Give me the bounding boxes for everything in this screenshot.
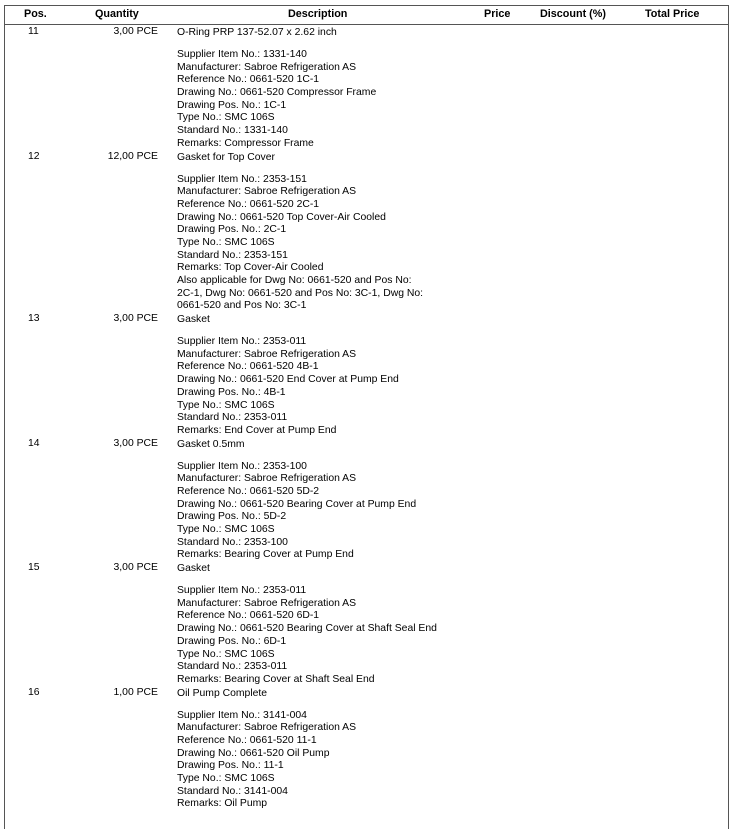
item-detail-line: Also applicable for Dwg No: 0661-520 and Pos No: (177, 275, 412, 286)
item-detail-line: Remarks: Top Cover-Air Cooled (177, 262, 324, 274)
spacer (177, 166, 728, 174)
item-detail-line: Drawing No.: 0661-520 Compressor Frame (177, 87, 377, 99)
item-detail-line: Reference No.: 0661-520 5D-2 (177, 485, 320, 497)
item-detail-line: Supplier Item No.: 2353-100 (177, 460, 307, 472)
item-detail-line: Reference No.: 0661-520 4B-1 (177, 361, 319, 373)
spacer (177, 453, 728, 461)
item-detail-line: Standard No.: 2353-100 (177, 536, 288, 548)
item-detail-line: Supplier Item No.: 3141-004 (177, 709, 307, 721)
item-detail-line: Drawing Pos. No.: 4B-1 (177, 386, 286, 398)
item-detail-line: Standard No.: 2353-151 (177, 249, 288, 261)
item-description (177, 687, 728, 812)
table-row (5, 687, 728, 812)
item-detail-line: Remarks: Compressor Frame (177, 137, 314, 149)
item-detail-line: Manufacturer: Sabroe Refrigeration AS (177, 722, 357, 734)
item-quantity: 3,00 PCE (113, 26, 158, 37)
item-pos: 15 (28, 562, 40, 574)
item-detail-line: Drawing Pos. No.: 2C-1 (177, 224, 287, 236)
item-detail-line: Type No.: SMC 106S (177, 112, 275, 124)
item-detail-line: Standard No.: 2353-011 (177, 412, 288, 424)
table-row (5, 562, 728, 687)
item-detail-line: Reference No.: 0661-520 11-1 (177, 734, 317, 746)
item-detail-line: Drawing Pos. No.: 5D-2 (177, 511, 287, 523)
item-description (177, 151, 728, 314)
item-pos: 13 (28, 313, 40, 325)
item-pos: 12 (28, 150, 40, 162)
item-detail-line: Reference No.: 0661-520 6D-1 (177, 610, 320, 622)
spacer (177, 577, 728, 585)
table-body (5, 26, 728, 811)
item-title: Gasket 0.5mm (177, 438, 245, 450)
item-detail-line: Drawing Pos. No.: 6D-1 (177, 635, 287, 647)
item-description (177, 26, 728, 151)
item-detail-line: Drawing No.: 0661-520 Oil Pump (177, 747, 330, 759)
item-detail-line: Remarks: Oil Pump (177, 798, 268, 810)
item-detail-line: Remarks: Bearing Cover at Pump End (177, 549, 354, 561)
table-row (5, 151, 728, 314)
spacer (177, 41, 728, 49)
item-detail-line: Manufacturer: Sabroe Refrigeration AS (177, 61, 357, 73)
table-row (5, 26, 728, 151)
item-quantity: 3,00 PCE (113, 562, 158, 574)
item-detail-line: Manufacturer: Sabroe Refrigeration AS (177, 597, 357, 609)
header-discount: Discount (%) (540, 8, 606, 20)
item-detail-line: Type No.: SMC 106S (177, 648, 275, 660)
item-pos: 16 (28, 686, 40, 698)
spacer (177, 702, 728, 710)
item-description (177, 438, 728, 563)
item-detail-line: Drawing No.: 0661-520 Bearing Cover at Pump End (177, 498, 417, 510)
item-detail-line: 2C-1, Dwg No: 0661-520 and Pos No: 3C-1, Dwg No: (177, 287, 424, 299)
spacer (177, 328, 728, 336)
header-quantity: Quantity (95, 8, 139, 20)
item-title: Gasket for Top Cover (177, 151, 275, 163)
item-detail-line: 0661-520 and Pos No: 3C-1 (177, 300, 307, 312)
item-pos: 11 (28, 26, 39, 37)
item-title: O-Ring PRP 137-52.07 x 2.62 inch (177, 27, 337, 38)
item-detail-line: Drawing No.: 0661-520 End Cover at Pump End (177, 374, 399, 386)
header-description: Description (288, 8, 348, 20)
header-pos: Pos. (24, 8, 47, 20)
item-pos: 14 (28, 437, 40, 449)
table-header (5, 6, 728, 25)
order-lines-table (4, 5, 729, 829)
item-detail-line: Supplier Item No.: 2353-011 (177, 336, 307, 348)
item-detail-line: Manufacturer: Sabroe Refrigeration AS (177, 473, 357, 485)
item-quantity: 3,00 PCE (113, 313, 158, 325)
item-detail-line: Reference No.: 0661-520 1C-1 (177, 74, 320, 86)
header-total-price: Total Price (645, 8, 700, 20)
item-title: Gasket (177, 563, 210, 575)
item-detail-line: Supplier Item No.: 2353-151 (177, 173, 307, 185)
item-detail-line: Standard No.: 1331-140 (177, 125, 288, 137)
item-detail-line: Drawing No.: 0661-520 Top Cover-Air Cooled (177, 211, 386, 223)
table-row (5, 438, 728, 563)
item-detail-line: Drawing Pos. No.: 11-1 (177, 760, 284, 772)
item-title: Gasket (177, 314, 210, 326)
item-detail-line: Supplier Item No.: 2353-011 (177, 585, 307, 597)
item-detail-line: Remarks: Bearing Cover at Shaft Seal End (177, 673, 375, 685)
header-price: Price (484, 8, 511, 20)
item-description (177, 562, 728, 687)
item-detail-line: Type No.: SMC 106S (177, 773, 275, 784)
item-detail-line: Remarks: End Cover at Pump End (177, 424, 337, 436)
item-description (177, 313, 728, 438)
item-detail-line: Reference No.: 0661-520 2C-1 (177, 198, 320, 210)
table-row (5, 313, 728, 438)
item-quantity: 1,00 PCE (113, 686, 158, 698)
item-detail-line: Manufacturer: Sabroe Refrigeration AS (177, 348, 357, 360)
item-detail-line: Drawing No.: 0661-520 Bearing Cover at Shaft Seal End (177, 623, 437, 635)
item-detail-line: Type No.: SMC 106S (177, 524, 275, 535)
item-detail-line: Drawing Pos. No.: 1C-1 (177, 99, 287, 111)
item-quantity: 12,00 PCE (107, 150, 158, 162)
item-detail-line: Supplier Item No.: 1331-140 (177, 49, 307, 60)
item-quantity: 3,00 PCE (113, 437, 158, 449)
item-detail-line: Type No.: SMC 106S (177, 399, 275, 411)
item-detail-line: Type No.: SMC 106S (177, 236, 275, 248)
item-detail-line: Manufacturer: Sabroe Refrigeration AS (177, 186, 357, 198)
item-detail-line: Standard No.: 2353-011 (177, 661, 288, 673)
item-detail-line: Standard No.: 3141-004 (177, 785, 288, 797)
item-title: Oil Pump Complete (177, 687, 268, 699)
